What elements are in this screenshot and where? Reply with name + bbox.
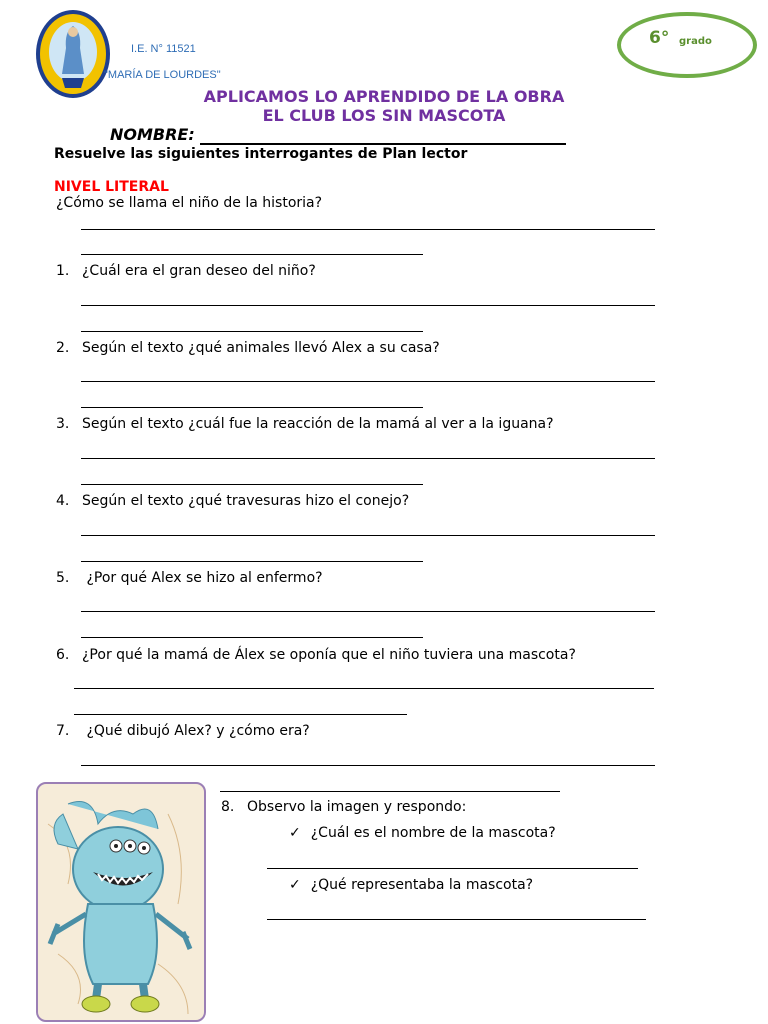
school-name: "MARÍA DE LOURDES" bbox=[104, 69, 221, 81]
name-line[interactable] bbox=[200, 143, 566, 145]
question-number: 6. bbox=[56, 647, 70, 663]
question-text: Según el texto ¿qué travesuras hizo el conejo? bbox=[82, 493, 410, 509]
answer-line[interactable] bbox=[81, 254, 423, 255]
question-number: 5. bbox=[56, 570, 70, 586]
answer-line[interactable] bbox=[81, 484, 423, 485]
question-6 bbox=[56, 647, 576, 663]
title-line-2: EL CLUB LOS SIN MASCOTA bbox=[262, 106, 506, 125]
question-text: ¿Por qué Alex se hizo al enfermo? bbox=[82, 570, 323, 586]
check-icon: ✓ bbox=[289, 877, 301, 893]
school-code: I.E. N° 11521 bbox=[131, 43, 196, 55]
check-icon: ✓ bbox=[289, 825, 301, 841]
subquestion-1 bbox=[289, 825, 556, 841]
question-4 bbox=[56, 493, 409, 509]
question-5 bbox=[56, 570, 323, 586]
instructions: Resuelve las siguientes interrogantes de Plan lector bbox=[54, 146, 468, 162]
answer-line[interactable] bbox=[267, 919, 646, 920]
answer-line[interactable] bbox=[81, 407, 423, 408]
name-label: NOMBRE: bbox=[110, 125, 195, 144]
question-8 bbox=[221, 799, 466, 815]
grade-number: 6° bbox=[649, 28, 670, 48]
question-text: ¿Cuál era el gran deseo del niño? bbox=[82, 263, 316, 279]
answer-line[interactable] bbox=[81, 229, 655, 230]
question-text: Según el texto ¿cuál fue la reacción de la mamá al ver a la iguana? bbox=[82, 416, 554, 432]
answer-line[interactable] bbox=[81, 637, 423, 638]
answer-line[interactable] bbox=[81, 305, 655, 306]
section-label: NIVEL LITERAL bbox=[54, 179, 169, 195]
subquestion-text: ¿Cuál es el nombre de la mascota? bbox=[310, 825, 556, 841]
question-text: ¿Qué dibujó Alex? y ¿cómo era? bbox=[82, 723, 310, 739]
answer-line[interactable] bbox=[81, 331, 423, 332]
answer-line[interactable] bbox=[81, 765, 655, 766]
answer-line[interactable] bbox=[81, 561, 423, 562]
answer-line[interactable] bbox=[81, 535, 655, 536]
mascot-illustration bbox=[36, 782, 206, 1022]
question-number: 1. bbox=[56, 263, 70, 279]
answer-line[interactable] bbox=[74, 714, 407, 715]
question-text: Según el texto ¿qué animales llevó Alex a su casa? bbox=[82, 340, 440, 356]
question-number: 8. bbox=[221, 799, 235, 815]
question-number: 7. bbox=[56, 723, 70, 739]
question-7 bbox=[56, 723, 310, 739]
answer-line[interactable] bbox=[74, 688, 654, 689]
subquestion-2 bbox=[289, 877, 533, 893]
question-3 bbox=[56, 416, 554, 432]
title-line-1: APLICAMOS LO APRENDIDO DE LA OBRA bbox=[203, 87, 565, 106]
answer-line[interactable] bbox=[81, 381, 655, 382]
question-number: 4. bbox=[56, 493, 70, 509]
grade-label: grado bbox=[679, 36, 712, 47]
question-number: 2. bbox=[56, 340, 70, 356]
question-text: ¿Por qué la mamá de Álex se oponía que el niño tuviera una mascota? bbox=[82, 647, 576, 663]
question-number: 3. bbox=[56, 416, 70, 432]
answer-line[interactable] bbox=[81, 611, 655, 612]
answer-line[interactable] bbox=[81, 458, 655, 459]
question-1 bbox=[56, 263, 316, 279]
answer-line[interactable] bbox=[267, 868, 638, 869]
intro-question: ¿Cómo se llama el niño de la historia? bbox=[56, 195, 323, 211]
question-text: Observo la imagen y respondo: bbox=[247, 799, 467, 815]
subquestion-text: ¿Qué representaba la mascota? bbox=[310, 877, 534, 893]
question-2 bbox=[56, 340, 440, 356]
answer-line[interactable] bbox=[220, 791, 560, 792]
